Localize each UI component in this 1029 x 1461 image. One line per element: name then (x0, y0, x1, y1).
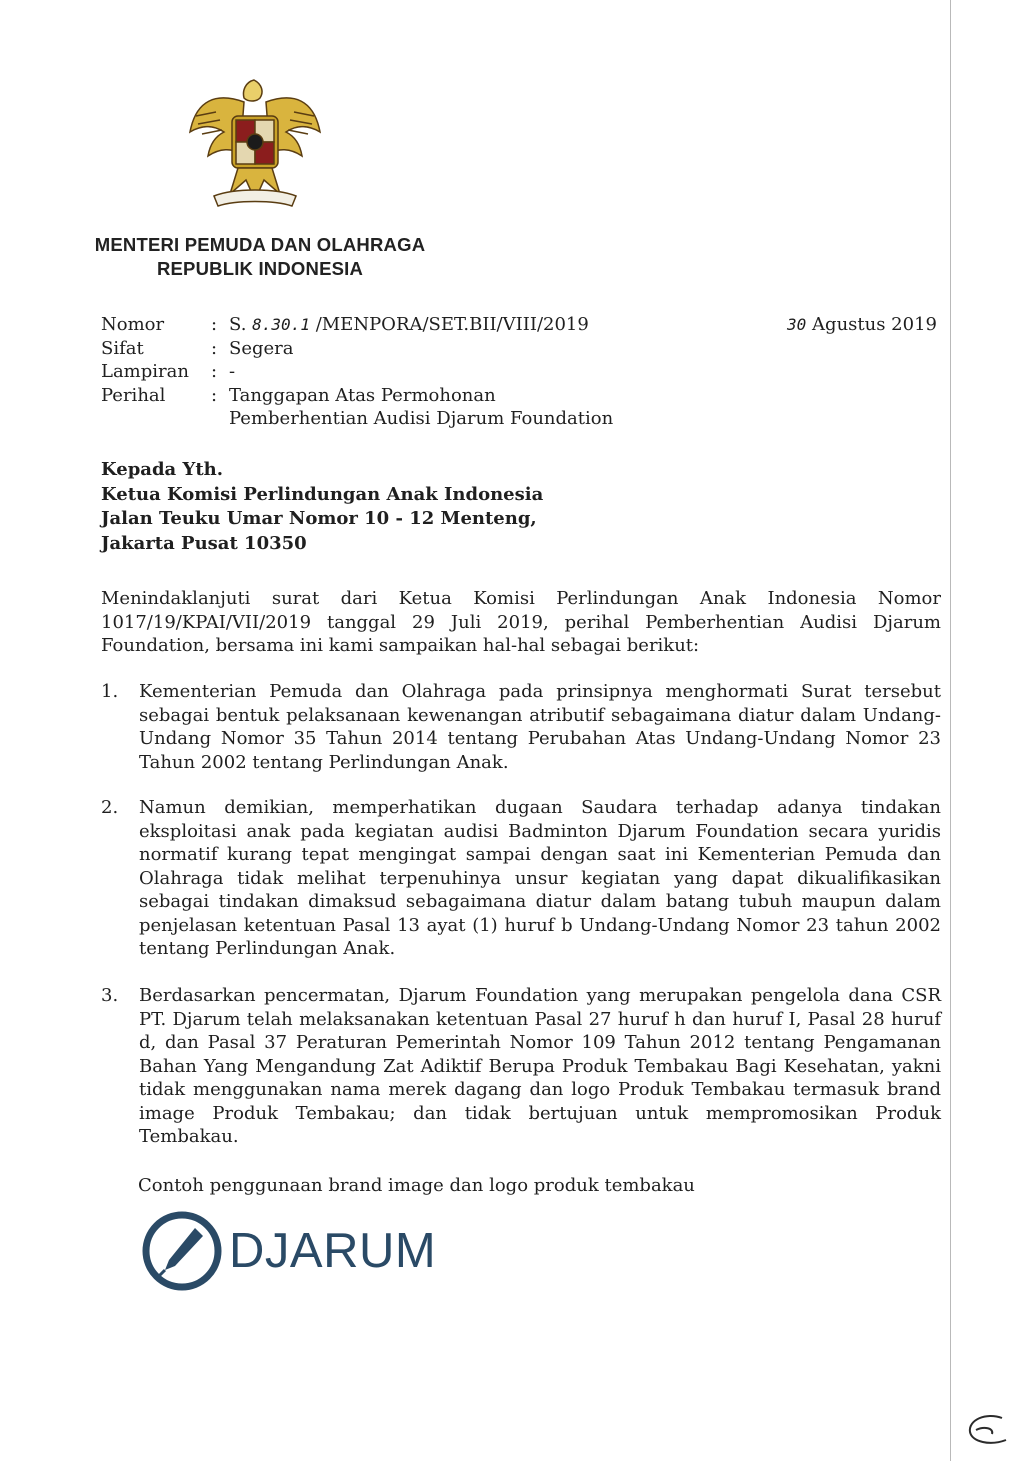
recipient-line2: Ketua Komisi Perlindungan Anak Indonesia (101, 483, 544, 505)
sifat-value: Segera (229, 337, 294, 359)
perihal-value (229, 384, 941, 431)
list-item-number: 2. (101, 797, 119, 818)
nomor-suffix: /MENPORA/SET.BII/VIII/2019 (315, 314, 589, 335)
nomor-prefix: S. (229, 314, 247, 335)
list-item-number: 1. (101, 681, 119, 702)
org-title-line1: MENTERI PEMUDA DAN OLAHRAGA (94, 234, 426, 255)
nomor-handwritten: 8.30.1 (252, 315, 310, 334)
list-item (101, 796, 941, 961)
perihal-line2: Pemberhentian Audisi Djarum Foundation (229, 408, 614, 429)
djarum-pen-logo-icon (141, 1210, 223, 1292)
nomor-label: Nomor (101, 314, 165, 335)
letter-meta (101, 313, 941, 431)
list-item-text: Kementerian Pemuda dan Olahraga pada prinsipnya menghormati Surat tersebut sebagai bentuk pelaksanaan kewenangan atributif sebagaimana diatur dalam Undang-Undang Nomor 35 Tahun 2014 tentang Perubahan Atas Undang-Undang Nomor 23 Tahun 2002 tentang Perlindungan Anak. (139, 681, 941, 773)
org-title-line2: REPUBLIK INDONESIA (156, 258, 364, 279)
list-item-text: Berdasarkan pencermatan, Djarum Foundation yang merupakan pengelola dana CSR PT. Djarum telah melaksanakan ketentuan Pasal 27 huruf h dan huruf I, Pasal 28 huruf d, dan Pasal 37 Peraturan Pemerintah Nomor 109 Tahun 2012 tentang Pengamanan Bahan Yang Mengandung Zat Adiktif Berupa Produk Tembakau Bagi Kesehatan, yakni tidak menggunakan nama merek dagang dan logo Produk Tembakau termasuk brand image Produk Tembakau; dan tidak bertujuan untuk mempromosikan Produk Tembakau. (139, 985, 941, 1147)
recipient-block (101, 458, 801, 556)
list-item (101, 680, 941, 774)
perihal-label: Perihal (101, 384, 166, 406)
intro-paragraph: Menindaklanjuti surat dari Ketua Komisi Perlindungan Anak Indonesia Nomor 1017/19/KPAI/VII/2019 tanggal 29 Juli 2019, perihal Pemberhentian Audisi Djarum Foundation, bersama ini kami sampaikan hal-hal sebagai berikut: (101, 588, 941, 656)
date-rest: Agustus 2019 (812, 314, 937, 335)
lampiran-label: Lampiran (101, 361, 189, 382)
recipient-line1: Kepada Yth. (101, 459, 223, 480)
meta-lampiran-row (101, 360, 941, 384)
lampiran-value: - (229, 361, 236, 382)
meta-sifat-row (101, 337, 941, 361)
sifat-label: Sifat (101, 337, 144, 359)
perihal-line1: Tanggapan Atas Permohonan (229, 384, 496, 406)
initial-signature-icon (962, 1410, 1012, 1450)
lampiran-colon: : (211, 361, 218, 382)
nomor-colon: : (211, 314, 218, 335)
letter-date (787, 313, 937, 337)
list-item-number: 3. (101, 985, 119, 1006)
list-item-text: Namun demikian, memperhatikan dugaan Saudara terhadap adanya tindakan eksploitasi anak pada kegiatan audisi Badminton Djarum Foundation secara yuridis normatif kurang tepat mengingat sampai dengan saat ini Kementerian Pemuda dan Olahraga tidak melihat terpenuhinya unsur kegiatan yang dapat dikualifikasikan sebagai tindakan dimaksud sebagaimana diatur dalam batang tubuh maupun dalam penjelasan ketentuan Pasal 13 ayat (1) huruf b Undang-Undang Nomor 23 tahun 2002 tentang Perlindungan Anak. (139, 797, 941, 959)
recipient-line4: Jakarta Pusat 10350 (101, 532, 307, 554)
garuda-emblem-icon (186, 72, 324, 214)
recipient-line3: Jalan Teuku Umar Nomor 10 - 12 Menteng, (101, 508, 537, 529)
meta-perihal-row (101, 384, 941, 431)
example-caption: Contoh penggunaan brand image dan logo produk tembakau (138, 1175, 695, 1196)
djarum-logo (141, 1210, 436, 1292)
page-edge-line (950, 0, 951, 1461)
perihal-colon: : (211, 384, 218, 406)
djarum-logo-text: DJARUM (229, 1224, 437, 1278)
sifat-colon: : (211, 337, 218, 359)
list-item (101, 984, 941, 1149)
date-handwritten: 30 (787, 315, 807, 334)
